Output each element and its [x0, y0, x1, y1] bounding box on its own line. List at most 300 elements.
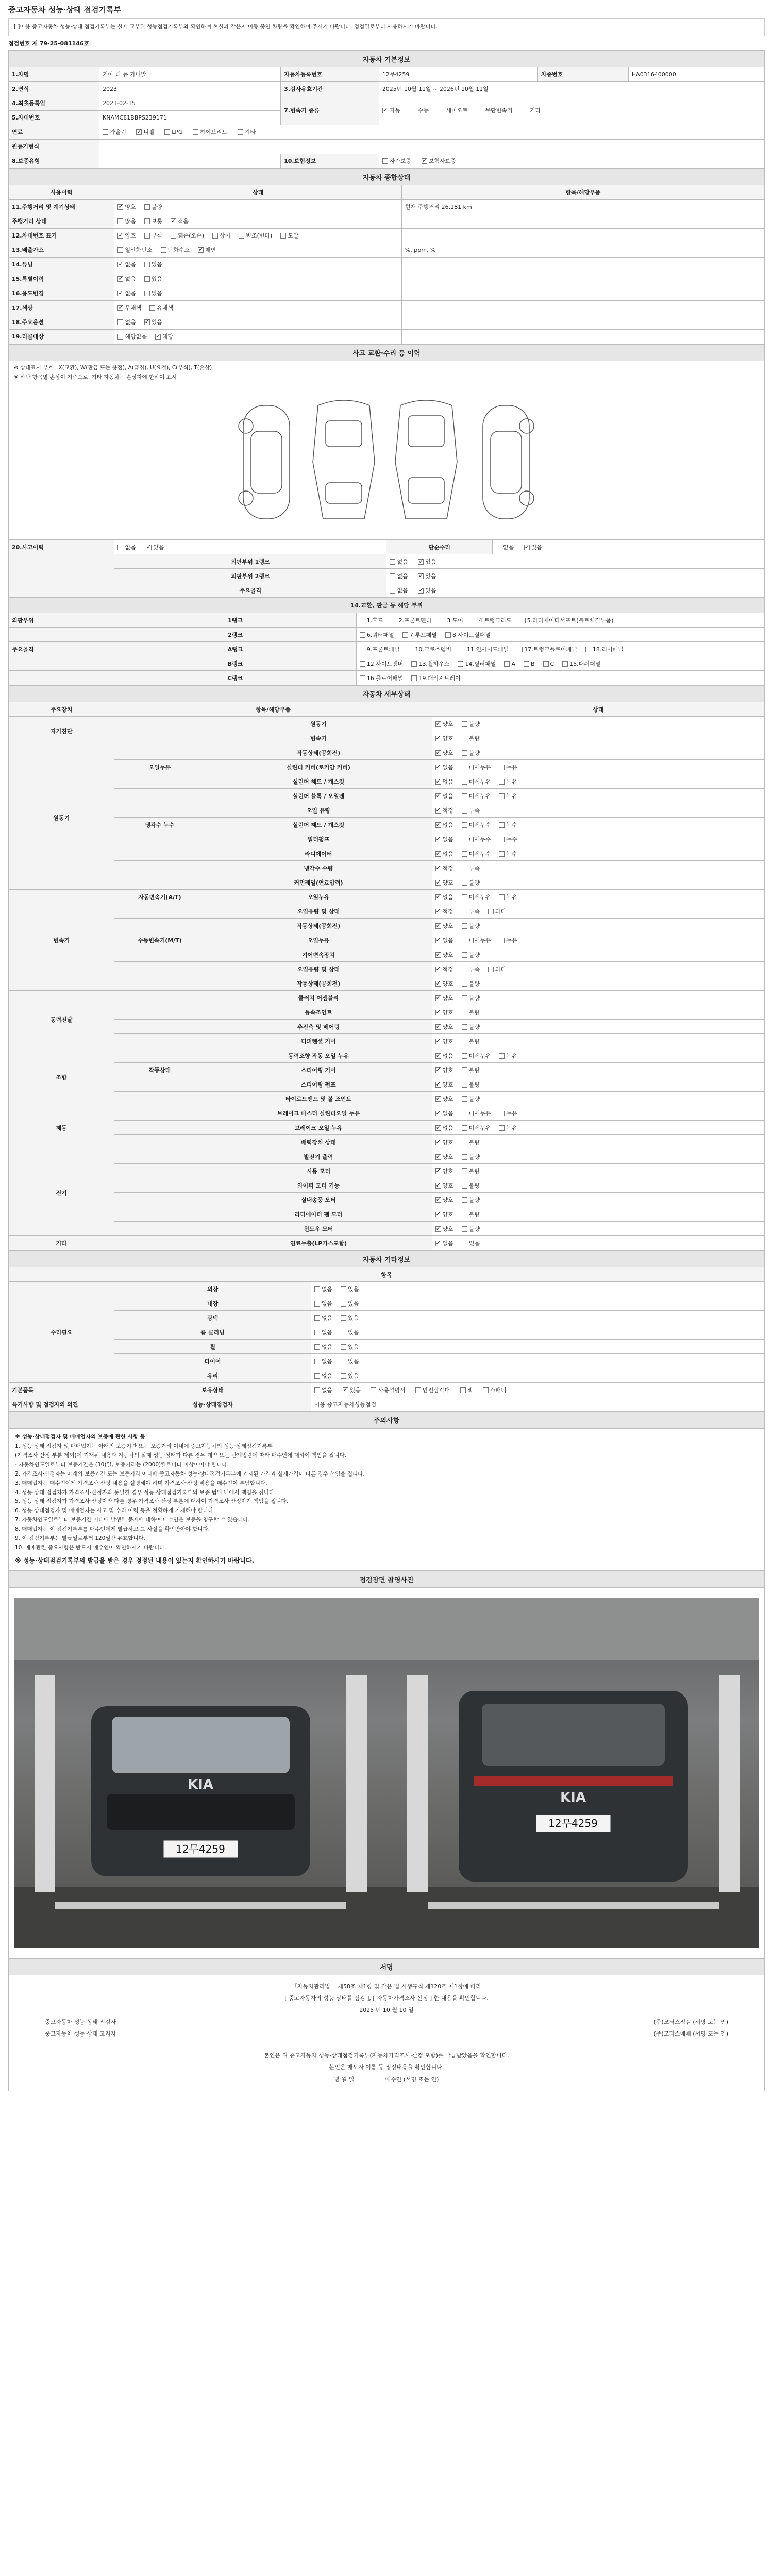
car-front-icon	[14, 1598, 386, 1948]
checkbox-icon[interactable]	[462, 1010, 467, 1015]
value-vtype: HA0316400000	[628, 67, 764, 81]
checkbox-icon[interactable]	[524, 661, 529, 667]
general-row: 주행거리 상태 많음 보통✓ 적음	[9, 214, 765, 228]
label-reg-no: 자동차등록번호	[281, 67, 379, 81]
checkbox-icon[interactable]	[341, 1286, 346, 1292]
checkbox-icon[interactable]	[462, 793, 467, 799]
checkbox-icon[interactable]	[440, 618, 445, 623]
checkbox-icon[interactable]	[435, 750, 441, 756]
checkbox-icon[interactable]	[435, 1125, 441, 1131]
checkbox-icon[interactable]	[483, 1387, 489, 1393]
checkbox-icon[interactable]	[462, 938, 467, 943]
checkbox-icon[interactable]	[435, 1039, 441, 1044]
checkbox-icon[interactable]	[435, 1183, 441, 1189]
basic-items-options: 없음 ✓ 있음 사용설명서 안전삼각대 잭 스패너	[311, 1383, 764, 1397]
checkbox-icon[interactable]	[435, 721, 441, 727]
value-opinion: 이용 중고자동차성능점검	[311, 1397, 764, 1412]
checkbox-icon[interactable]	[496, 545, 501, 550]
checkbox-icon[interactable]	[462, 1183, 467, 1189]
checkbox-icon[interactable]	[341, 1359, 346, 1364]
section-general: 자동차 종합상태	[8, 168, 765, 185]
detail-row: 시동 모터 ✓ 양호 불량	[9, 1164, 765, 1178]
checkbox-icon[interactable]	[117, 233, 123, 239]
detail-row: 실린더 블록 / 오일팬 ✓ 없음 미세누유 누유	[9, 789, 765, 803]
checkbox-icon[interactable]	[460, 1387, 466, 1393]
checkbox-icon[interactable]	[435, 880, 441, 886]
checkbox-icon[interactable]	[314, 1344, 320, 1350]
checkbox-icon[interactable]	[462, 894, 467, 900]
general-row: 18.주요옵션 없음✓ 있음	[9, 315, 765, 329]
value-reg-no: 12무4259	[379, 67, 537, 81]
checkbox-icon[interactable]	[435, 866, 441, 871]
detail-row: 라디에이터 ✓ 없음 미세누수 누수	[9, 846, 765, 861]
checkbox-icon[interactable]	[435, 1096, 441, 1102]
checkbox-icon[interactable]	[155, 334, 161, 340]
checkbox-icon[interactable]	[117, 319, 123, 325]
col-other: 항목	[9, 1267, 765, 1282]
checkbox-icon[interactable]	[472, 618, 477, 623]
other-row: 타이어 없음 있음	[9, 1354, 765, 1368]
checkbox-icon[interactable]	[408, 647, 413, 652]
detail-row: 작동상태 스티어링 기어 ✓ 양호 불량	[9, 1063, 765, 1077]
basic-info-table	[8, 67, 765, 168]
label-repair: 단순수리	[386, 540, 492, 554]
detail-row: 배력장치 상태 ✓ 양호 불량	[9, 1135, 765, 1149]
checkbox-icon[interactable]	[402, 632, 408, 638]
detail-row: 커먼레일(연료압력) ✓ 양호 불량	[9, 875, 765, 890]
checkbox-icon[interactable]	[435, 822, 441, 828]
checkbox-icon[interactable]	[198, 247, 204, 253]
detail-row: 등속조인트 ✓ 양호 불량	[9, 1005, 765, 1020]
detail-row: 자기진단 원동기 ✓ 양호 불량	[9, 717, 765, 731]
detail-row: 추진축 및 베어링 ✓ 양호 불량	[9, 1020, 765, 1034]
checkbox-icon[interactable]	[462, 721, 467, 727]
checkbox-icon[interactable]	[585, 647, 591, 652]
checkbox-icon[interactable]	[462, 736, 467, 741]
detail-row: 기타 연료누출(LP가스포함) ✓ 없음 있음	[9, 1236, 765, 1250]
detail-row: 제동 브레이크 마스터 실린더오일 누유 ✓ 없음 미세누유 누유	[9, 1106, 765, 1121]
checkbox-icon[interactable]	[193, 129, 198, 135]
general-row: 11.주행거리 및 계기상태 ✓ 양호 불량 현재 주행거리 26,181 km	[9, 199, 765, 214]
notes-final: ※ 성능·상태점검기록부의 발급을 받은 경우 정정된 내용이 있는지 확인하시기 바랍니다.	[15, 1557, 255, 1565]
value-engine	[99, 139, 765, 154]
checkbox-icon[interactable]	[314, 1359, 320, 1364]
checkbox-icon[interactable]	[462, 952, 467, 958]
checkbox-icon[interactable]	[520, 618, 526, 623]
other-table	[8, 1267, 765, 1412]
checkbox-icon[interactable]	[478, 108, 483, 113]
notes-line: 8. 매매업자는 이 점검기록부를 매수인에게 발급하고 그 사실을 확인받아야 합니다.	[15, 1526, 210, 1532]
checkbox-icon[interactable]	[435, 1111, 441, 1116]
checkbox-icon[interactable]	[390, 559, 395, 565]
label-opinion: 특기사항 및 점검자의 의견	[9, 1397, 114, 1412]
detail-row: 타이로드엔드 및 볼 조인트 ✓ 양호 불량	[9, 1092, 765, 1106]
checkbox-icon[interactable]	[435, 1082, 441, 1088]
checkbox-icon[interactable]	[435, 1241, 441, 1246]
checkbox-icon[interactable]	[435, 793, 441, 799]
general-row: 16.용도변경 ✓ 없음 있음	[9, 286, 765, 300]
notes-box	[8, 1428, 765, 1570]
notes-line: 6. 성능·상태점검자 및 매매업자는 사고 및 수리 이력 등을 정확하게 기재해야 합니다.	[15, 1507, 215, 1514]
checkbox-icon[interactable]	[435, 981, 441, 987]
checkbox-icon[interactable]	[462, 1053, 467, 1059]
checkbox-icon[interactable]	[117, 247, 123, 253]
panel-main-frame: 주요골격	[114, 583, 386, 598]
checkbox-icon[interactable]	[415, 1387, 421, 1393]
checkbox-icon[interactable]	[360, 675, 365, 681]
checkbox-icon[interactable]	[462, 1226, 467, 1232]
detail-row: 와이퍼 모터 기능 ✓ 양호 불량	[9, 1178, 765, 1193]
checkbox-icon[interactable]	[499, 1125, 505, 1131]
col-item: 사용이력	[9, 185, 114, 199]
checkbox-icon[interactable]	[280, 233, 286, 239]
checkbox-icon[interactable]	[543, 661, 549, 667]
parts-row: C랭크 16.플로어패널 19.패키지트레이	[9, 671, 765, 685]
checkbox-icon[interactable]	[499, 851, 505, 857]
other-row: 수리필요 외장 없음 있음	[9, 1282, 765, 1296]
checkbox-icon[interactable]	[462, 822, 467, 828]
checkbox-icon[interactable]	[435, 1212, 441, 1217]
checkbox-icon[interactable]	[523, 108, 528, 113]
checkbox-icon[interactable]	[435, 1010, 441, 1015]
checkbox-icon[interactable]	[517, 647, 523, 652]
checkbox-icon[interactable]	[418, 559, 424, 565]
checkbox-icon[interactable]	[435, 1024, 441, 1030]
detail-row: 변속기 자동변속기(A/T) 오일누유 ✓ 없음 미세누유 누유	[9, 890, 765, 904]
general-row: 14.튜닝 ✓ 없음 있음	[9, 257, 765, 272]
parts-header: 14.교환, 판금 등 해당 부위	[8, 598, 765, 613]
checkbox-icon[interactable]	[462, 1082, 467, 1088]
checkbox-icon[interactable]	[314, 1373, 320, 1379]
checkbox-icon[interactable]	[435, 909, 441, 914]
label-basic-items: 기본품목	[9, 1383, 114, 1397]
checkbox-icon[interactable]	[435, 923, 441, 929]
label-car-name: 1.차명	[9, 67, 99, 81]
col-main: 주요장치	[9, 702, 114, 717]
value-car-name: 기아 더 뉴 카니발	[99, 67, 281, 81]
label-inspector: 성능·상태점검자	[114, 1397, 311, 1412]
accident-table: 20.사고이력 없음 ✓ 있음 단순수리 없음 ✓ 있음 외판부위 1랭크 없음 ✓ 있음 외판부위 2랭크 없음 ✓ 있음 주요골격 없음 ✓ 있음	[8, 539, 765, 598]
general-row: 17.색상 ✓ 무채색 유채색	[9, 300, 765, 315]
checkbox-icon[interactable]	[117, 545, 123, 550]
checkbox-icon[interactable]	[435, 952, 441, 958]
checkbox-icon[interactable]	[161, 247, 166, 253]
checkbox-icon[interactable]	[382, 108, 388, 113]
doc-no-label: 점검번호 제	[8, 40, 38, 47]
notes-line: 5. 성능·상태 점검자가 가격조사·산정자와 다른 경우 가격조사·산정 부분에 대하여 가격조사·산정자가 책임을 집니다.	[15, 1498, 288, 1505]
checkbox-icon[interactable]	[462, 1197, 467, 1203]
document-title: 중고자동차 성능·상태 점검기록부	[8, 5, 122, 14]
checkbox-icon[interactable]	[382, 158, 388, 164]
checkbox-icon[interactable]	[136, 129, 142, 135]
checkbox-icon[interactable]	[343, 1387, 348, 1393]
value-warranty	[99, 154, 281, 168]
parts-row: 외판부위 1랭크 1.후드 2.프론트펜더 3.도어 4.트렁크리드 5.라디에이터서포트(볼트체결부품)	[9, 613, 765, 628]
checkbox-icon[interactable]	[499, 779, 505, 785]
label-first-reg: 4.최초등록일	[9, 96, 99, 110]
checkbox-icon[interactable]	[462, 923, 467, 929]
label-panel-rank	[9, 554, 114, 598]
detail-row: 오일유량 및 상태 ✓ 적정 부족 과다	[9, 904, 765, 919]
detail-row: 작동상태(공회전) ✓ 양호 불량	[9, 976, 765, 991]
checkbox-icon[interactable]	[360, 647, 365, 652]
checkbox-icon[interactable]	[435, 938, 441, 943]
checkbox-icon[interactable]	[435, 1226, 441, 1232]
dealer-signature[interactable]: (주)모터스매매 (서명 또는 인)	[653, 2030, 728, 2038]
rear-photo	[386, 1598, 759, 1948]
other-row: 룸 클리닝 없음 있음	[9, 1325, 765, 1340]
col-note: 항목/해당부품	[401, 185, 764, 199]
checkbox-icon[interactable]	[462, 981, 467, 987]
checkbox-icon[interactable]	[435, 894, 441, 900]
other-row: 휠 없음 있음	[9, 1340, 765, 1354]
section-exterior: 사고 교환·수리 등 이력	[8, 344, 765, 361]
label-accident: 20.사고이력	[9, 540, 114, 554]
checkbox-icon[interactable]	[239, 233, 244, 239]
checkbox-icon[interactable]	[499, 837, 505, 842]
checkbox-icon[interactable]	[390, 573, 395, 579]
checkbox-icon[interactable]	[462, 1212, 467, 1217]
parts-row: B랭크 12.사이드멤버 13.휠하우스 14.필러패널 A B C 15.대쉬패널	[9, 656, 765, 671]
checkbox-icon[interactable]	[117, 262, 123, 267]
checkbox-icon[interactable]	[435, 1168, 441, 1174]
buyer-signature[interactable]: 매수인 (서명 또는 인)	[385, 2076, 439, 2083]
checkbox-icon[interactable]	[164, 129, 170, 135]
checkbox-icon[interactable]	[117, 291, 123, 296]
checkbox-icon[interactable]	[435, 1154, 441, 1160]
checkbox-icon[interactable]	[360, 661, 365, 667]
checkbox-icon[interactable]	[341, 1344, 346, 1350]
label-vin: 5.차대번호	[9, 110, 99, 125]
checkbox-icon[interactable]	[411, 108, 416, 113]
detail-row: 변속기 ✓ 양호 불량	[9, 731, 765, 745]
checkbox-icon[interactable]	[462, 1024, 467, 1030]
checkbox-icon[interactable]	[411, 675, 417, 681]
checkbox-icon[interactable]	[499, 765, 505, 770]
checkbox-icon[interactable]	[314, 1387, 320, 1393]
value-vin: KNAMC81BBPS239171	[99, 110, 281, 125]
section-signature: 서명	[8, 1958, 765, 1975]
notice-box: [ ]이용 중고자동차 성능·상태 점검기록부는 실제 교부된 성능점검기록부와 확인하여 현실과 같은지 이동 중인 차량을 확인하여 주시기 바랍니다. 점검일로부터 사용하시기 바랍니다.	[8, 18, 765, 36]
checkbox-icon[interactable]	[411, 661, 417, 667]
checkbox-icon[interactable]	[314, 1301, 320, 1307]
value-first-reg: 2023-02-15	[99, 96, 281, 110]
detail-row: 수동변속기(M/T) 오일누유 ✓ 없음 미세누유 누유	[9, 933, 765, 947]
checkbox-icon[interactable]	[435, 1067, 441, 1073]
section-photos: 점검장면 촬영사진	[8, 1571, 765, 1587]
checkbox-icon[interactable]	[504, 661, 510, 667]
accident-options: 없음 ✓ 있음	[114, 540, 386, 554]
checkbox-icon[interactable]	[144, 276, 150, 282]
checkbox-icon[interactable]	[462, 837, 467, 842]
checkbox-icon[interactable]	[462, 1125, 467, 1131]
checkbox-icon[interactable]	[462, 1241, 467, 1246]
checkbox-icon[interactable]	[341, 1330, 346, 1335]
inspector-signature[interactable]: (주)모터스점검 (서명 또는 인)	[653, 2019, 728, 2026]
checkbox-icon[interactable]	[462, 1140, 467, 1145]
label-basic-status: 보유상태	[114, 1383, 311, 1397]
checkbox-icon[interactable]	[435, 851, 441, 857]
detail-row: 원동기 작동상태(공회전) ✓ 양호 불량	[9, 745, 765, 760]
checkbox-icon[interactable]	[488, 967, 494, 972]
checkbox-icon[interactable]	[462, 779, 467, 785]
section-notes: 주의사항	[8, 1412, 765, 1428]
checkbox-icon[interactable]	[117, 204, 123, 210]
notes-line: 1. 성능·상태 점검자 및 매매업자는 아래의 보증기간 또는 보증거리 이내에 중고자동차의 성능·상태점검기록부	[15, 1443, 273, 1450]
checkbox-icon[interactable]	[341, 1373, 346, 1379]
label-vtype: 차종번호	[537, 67, 628, 81]
checkbox-icon[interactable]	[422, 158, 427, 164]
detail-row: 워터펌프 ✓ 없음 미세누수 누수	[9, 832, 765, 846]
detail-row: 실내송풍 모터 ✓ 양호 불량	[9, 1193, 765, 1207]
checkbox-icon[interactable]	[390, 588, 395, 594]
checkbox-icon[interactable]	[341, 1315, 346, 1321]
checkbox-icon[interactable]	[314, 1315, 320, 1321]
car-outline-icon	[9, 385, 765, 538]
detail-row: 윈도우 모터 ✓ 양호 불량	[9, 1222, 765, 1236]
svg-text:12무4259: 12무4259	[176, 1842, 225, 1855]
notes-line: 3. 매매업자는 매수인에게 가격조사·산정 내용을 설명해야 하며 가격조사·산정 비용을 매수인이 부담합니다.	[15, 1480, 267, 1486]
legend: ※ 상태표시 부호 : X(교환), W(판금 또는 용접), A(흠집), U(요철), C(부식), T(손상) ※ 하단 항목별 손상이 기준으로, 기타 자동차는 손상자에 한하여 표시	[8, 361, 765, 385]
checkbox-icon[interactable]	[462, 1067, 467, 1073]
checkbox-icon[interactable]	[238, 129, 243, 135]
checkbox-icon[interactable]	[445, 632, 451, 638]
checkbox-icon[interactable]	[341, 1301, 346, 1307]
checkbox-icon[interactable]	[435, 736, 441, 741]
detail-row: 냉각수 누수 실린더 헤드 / 개스킷 ✓ 없음 미세누수 누수	[9, 818, 765, 832]
checkbox-icon[interactable]	[458, 661, 463, 667]
checkbox-icon[interactable]	[462, 1154, 467, 1160]
checkbox-icon[interactable]	[462, 866, 467, 871]
doc-no-value: 79-25-081146호	[39, 40, 90, 47]
checkbox-icon[interactable]	[462, 1039, 467, 1044]
label-inspection-period: 3.검사유효기간	[281, 81, 379, 96]
checkbox-icon[interactable]	[418, 573, 424, 579]
checkbox-icon[interactable]	[144, 204, 150, 210]
checkbox-icon[interactable]	[360, 632, 365, 638]
checkbox-icon[interactable]	[439, 108, 444, 113]
checkbox-icon[interactable]	[360, 618, 365, 623]
label-insurance: 10.보험정보	[281, 154, 379, 168]
checkbox-icon[interactable]	[117, 305, 123, 311]
checkbox-icon[interactable]	[462, 1111, 467, 1116]
checkbox-icon[interactable]	[435, 967, 441, 972]
checkbox-icon[interactable]	[499, 894, 505, 900]
checkbox-icon[interactable]	[435, 1053, 441, 1059]
transmission-options: ✓ 자동 수동 세미오토 무단변속기 기타	[379, 96, 764, 125]
checkbox-icon[interactable]	[103, 129, 108, 135]
svg-text:KIA: KIA	[188, 1776, 213, 1792]
detail-row: 스티어링 펌프 ✓ 양호 불량	[9, 1077, 765, 1092]
checkbox-icon[interactable]	[435, 765, 441, 770]
checkbox-icon[interactable]	[435, 1197, 441, 1203]
checkbox-icon[interactable]	[435, 837, 441, 842]
svg-text:12무4259: 12무4259	[548, 1817, 598, 1829]
detail-row: 조향 동력조향 작동 오일 누유 ✓ 없음 미세누유 누유	[9, 1048, 765, 1063]
checkbox-icon[interactable]	[144, 233, 150, 239]
checkbox-icon[interactable]	[418, 588, 424, 594]
checkbox-icon[interactable]	[499, 1111, 505, 1116]
checkbox-icon[interactable]	[460, 647, 465, 652]
checkbox-icon[interactable]	[371, 1387, 376, 1393]
checkbox-icon[interactable]	[462, 765, 467, 770]
repair-options: 없음 ✓ 있음	[492, 540, 764, 554]
checkbox-icon[interactable]	[171, 218, 176, 224]
checkbox-icon[interactable]	[212, 233, 218, 239]
svg-text:KIA: KIA	[560, 1789, 586, 1805]
checkbox-icon[interactable]	[488, 909, 494, 914]
checkbox-icon[interactable]	[171, 233, 176, 239]
notes-line: 10. 매매관련 중요사항은 반드시 매수인이 확인하시기 바랍니다.	[15, 1544, 166, 1551]
other-row: 내장 없음 있음	[9, 1296, 765, 1311]
checkbox-icon[interactable]	[144, 291, 150, 296]
detail-table	[8, 702, 765, 1250]
checkbox-icon[interactable]	[144, 319, 150, 325]
detail-row: 동력전달 클러치 어셈블리 ✓ 양호 불량	[9, 991, 765, 1005]
detail-row: 실린더 헤드 / 개스킷 ✓ 없음 미세누유 누유	[9, 774, 765, 789]
detail-row: 오일유량 및 상태 ✓ 적정 부족 과다	[9, 962, 765, 976]
checkbox-icon[interactable]	[499, 793, 505, 799]
detail-row: 작동상태(공회전) ✓ 양호 불량	[9, 919, 765, 933]
detail-row: 브레이크 오일 누유 ✓ 없음 미세누유 누유	[9, 1121, 765, 1135]
checkbox-icon[interactable]	[117, 218, 123, 224]
detail-row: 냉각수 수량 ✓ 적정 부족	[9, 861, 765, 875]
notes-line: 7. 자동차인도일로부터 보증기간 이내에 발생한 문제에 대하여 매수인은 보증을 청구할 수 있습니다.	[15, 1517, 250, 1523]
checkbox-icon[interactable]	[462, 1096, 467, 1102]
detail-row: 오일 유량 ✓ 적정 부족	[9, 803, 765, 818]
checkbox-icon[interactable]	[435, 779, 441, 785]
car-diagram	[8, 385, 765, 539]
checkbox-icon[interactable]	[146, 545, 152, 550]
checkbox-icon[interactable]	[462, 1168, 467, 1174]
checkbox-icon[interactable]	[462, 808, 467, 814]
checkbox-icon[interactable]	[149, 305, 155, 311]
checkbox-icon[interactable]	[499, 822, 505, 828]
notes-line: 4. 성능·상태 점검자가 가격조사·산정자와 동일한 경우 성능·상태점검기록부의 보증 범위 내에서 책임을 집니다.	[15, 1489, 276, 1496]
checkbox-icon[interactable]	[462, 880, 467, 886]
checkbox-icon[interactable]	[314, 1330, 320, 1335]
notes-line: 9. 이 점검기록부는 발급일로부터 120일간 유효합니다.	[15, 1535, 145, 1541]
checkbox-icon[interactable]	[499, 1053, 505, 1059]
checkbox-icon[interactable]	[462, 750, 467, 756]
checkbox-icon[interactable]	[435, 995, 441, 1001]
checkbox-icon[interactable]	[144, 218, 150, 224]
checkbox-icon[interactable]	[314, 1286, 320, 1292]
checkbox-icon[interactable]	[499, 938, 505, 943]
checkbox-icon[interactable]	[562, 661, 568, 667]
section-other: 자동차 기타정보	[8, 1250, 765, 1267]
checkbox-icon[interactable]	[524, 545, 530, 550]
checkbox-icon[interactable]	[392, 618, 397, 623]
parts-row: 주요골격 A랭크 9.프론트패널 10.크로스멤버 11.인사이드패널 17.트렁크플로어패널 18.리어패널	[9, 642, 765, 656]
checkbox-icon[interactable]	[462, 909, 467, 914]
notes-title: ※ 성능·상태점검자 및 매매업자의 보증에 관한 사항 등	[15, 1434, 145, 1440]
checkbox-icon[interactable]	[462, 967, 467, 972]
value-inspection-period: 2025년 10월 11일 ~ 2026년 10월 11일	[379, 81, 764, 96]
checkbox-icon[interactable]	[117, 276, 123, 282]
notes-line: - 자동차인도일로부터 보증기간은 (30)일, 보증거리는 (2000)킬로미터 이상이어야 합니다.	[15, 1462, 229, 1468]
col-state: 상태	[114, 185, 401, 199]
checkbox-icon[interactable]	[435, 808, 441, 814]
checkbox-icon[interactable]	[144, 262, 150, 267]
section-detail: 자동차 세부상태	[8, 685, 765, 702]
checkbox-icon[interactable]	[435, 1140, 441, 1145]
checkbox-icon[interactable]	[462, 851, 467, 857]
checkbox-icon[interactable]	[462, 995, 467, 1001]
label-year: 2.연식	[9, 81, 99, 96]
fuel-options: 가솔린 ✓ 디젤 LPG 하이브리드 기타	[99, 125, 765, 139]
checkbox-icon[interactable]	[117, 334, 123, 340]
